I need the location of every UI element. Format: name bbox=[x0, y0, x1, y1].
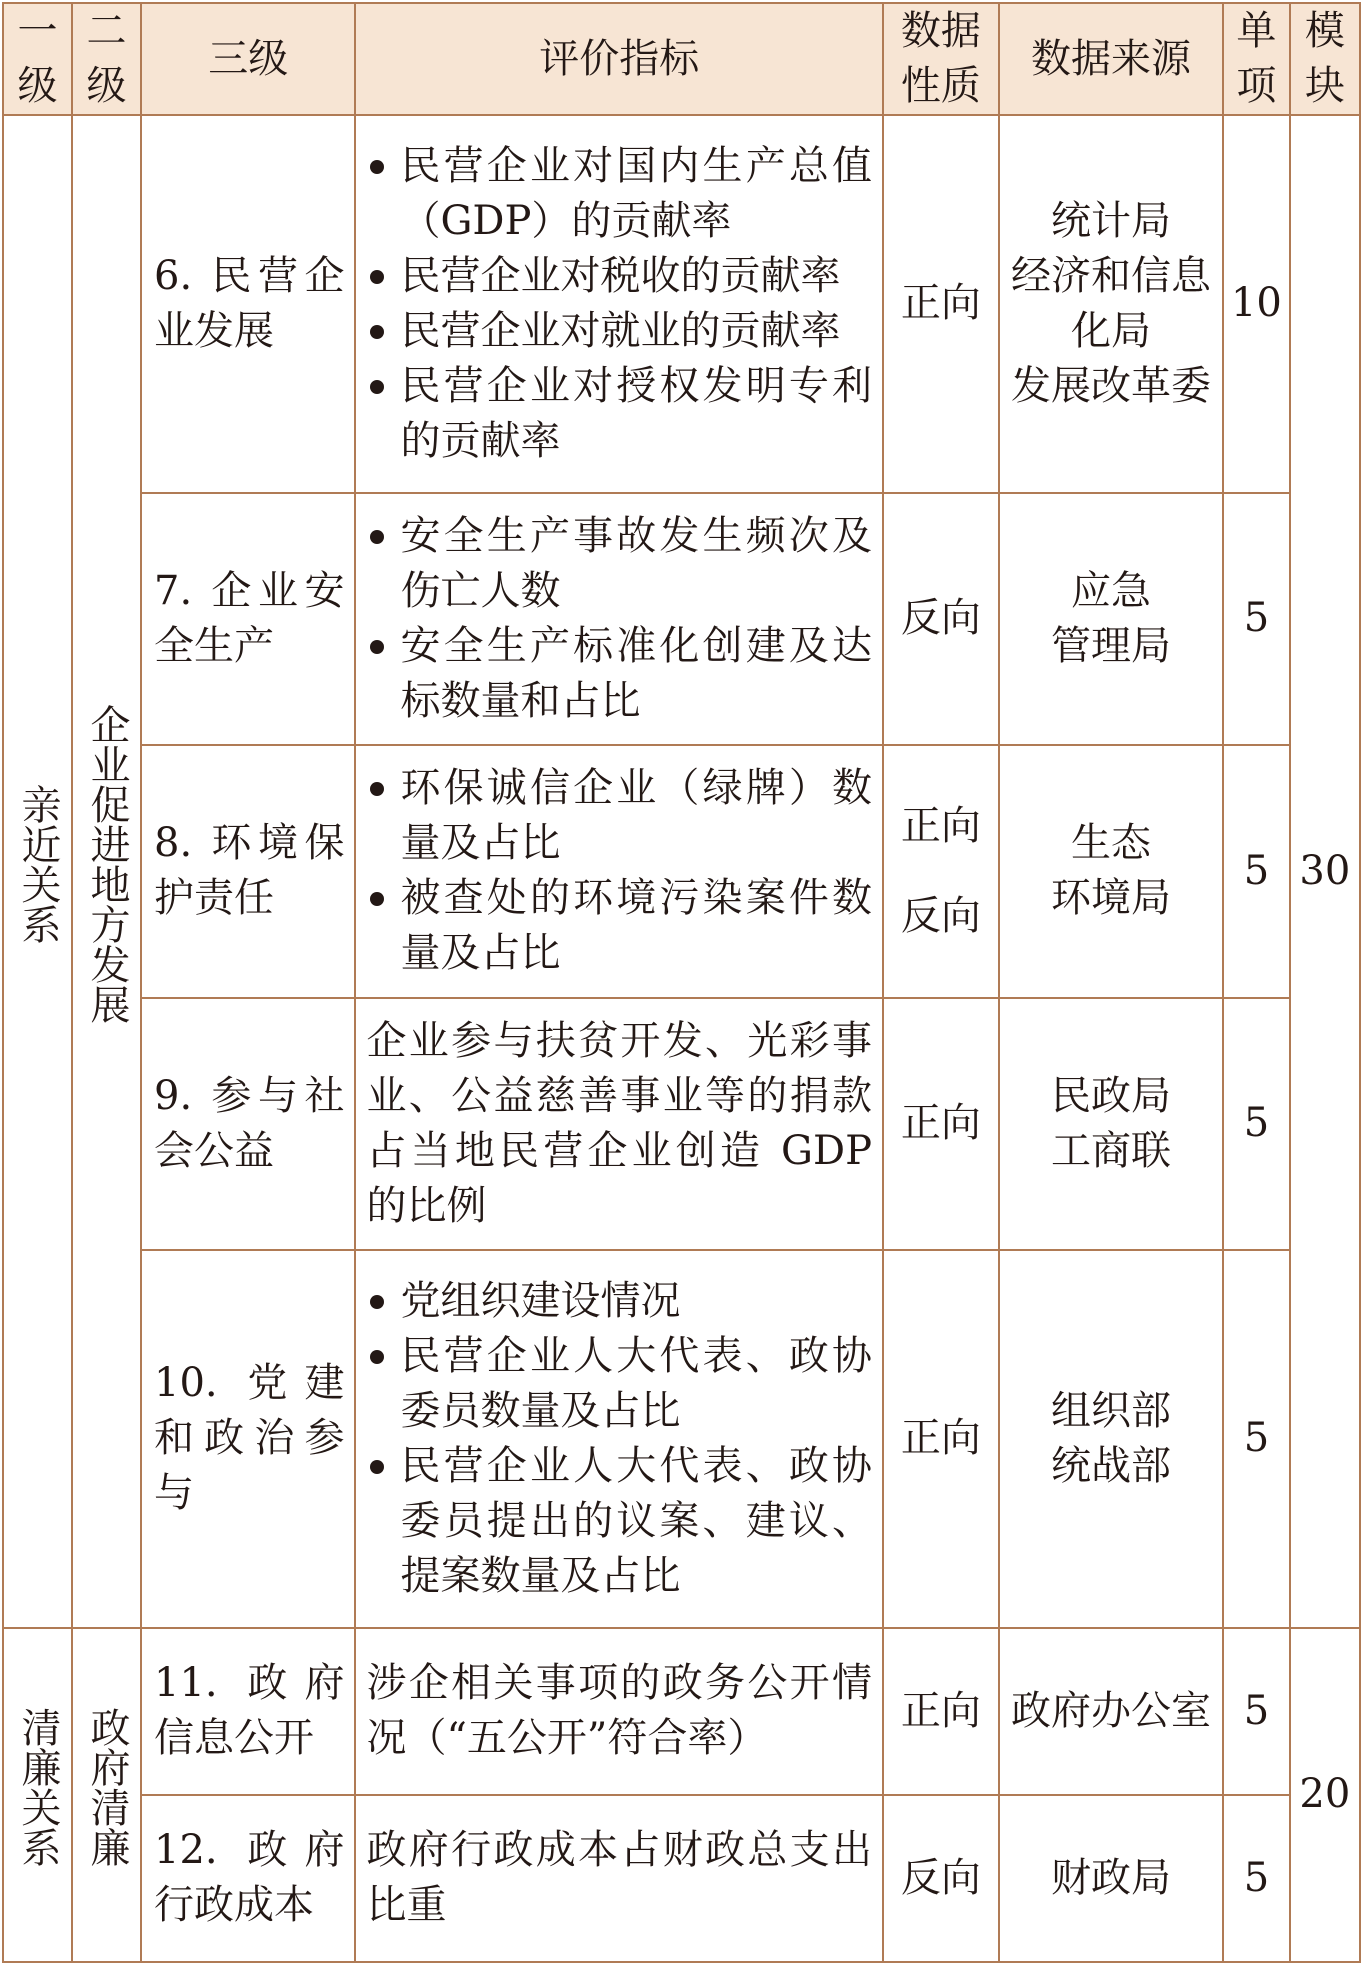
table-row bbox=[3, 1628, 1360, 1795]
table-row bbox=[3, 998, 1360, 1250]
level3-cell: 8. 环境保护责任 bbox=[141, 745, 355, 997]
level3-cell: 9. 参与社会公益 bbox=[141, 998, 355, 1250]
source-cell: 政府办公室 bbox=[999, 1628, 1223, 1795]
header-row bbox=[3, 3, 1360, 115]
table-row bbox=[3, 1250, 1360, 1628]
list-item: 民营企业对国内生产总值（GDP）的贡献率 bbox=[366, 139, 872, 249]
source-cell: 应急 管理局 bbox=[999, 493, 1223, 745]
list-item: 民营企业对授权发明专利的贡献率 bbox=[366, 359, 872, 469]
indicator-cell bbox=[355, 115, 883, 493]
module-score-cell: 20 bbox=[1290, 1628, 1360, 1962]
header-single: 单项 bbox=[1223, 3, 1290, 115]
nature-cell: 正向 bbox=[883, 1628, 999, 1795]
single-score-cell: 10 bbox=[1223, 115, 1290, 493]
single-score-cell: 5 bbox=[1223, 1250, 1290, 1628]
table-row bbox=[3, 745, 1360, 997]
header-indicator: 评价指标 bbox=[355, 3, 883, 115]
single-score-cell: 5 bbox=[1223, 1795, 1290, 1962]
list-item: 党组织建设情况 bbox=[366, 1274, 872, 1329]
evaluation-indicator-table bbox=[2, 2, 1361, 1963]
level3-cell: 11. 政府信息公开 bbox=[141, 1628, 355, 1795]
nature-cell: 正向 bbox=[883, 1250, 999, 1628]
header-nature: 数据性质 bbox=[883, 3, 999, 115]
single-score-cell: 5 bbox=[1223, 745, 1290, 997]
table-row bbox=[3, 493, 1360, 745]
table-row bbox=[3, 115, 1360, 493]
level3-cell: 10. 党建和政治参与 bbox=[141, 1250, 355, 1628]
list-item: 民营企业对税收的贡献率 bbox=[366, 249, 872, 304]
list-item: 环保诚信企业（绿牌）数量及占比 bbox=[366, 761, 872, 871]
nature-cell: 正向 bbox=[883, 998, 999, 1250]
nature-cell: 反向 bbox=[883, 493, 999, 745]
nature-cell: 正向 反向 bbox=[883, 745, 999, 997]
indicator-cell bbox=[355, 745, 883, 997]
nature-cell: 正向 bbox=[883, 115, 999, 493]
source-cell: 财政局 bbox=[999, 1795, 1223, 1962]
table-row bbox=[3, 1795, 1360, 1962]
level2-cell: 政府清廉 bbox=[72, 1628, 141, 1962]
header-source: 数据来源 bbox=[999, 3, 1223, 115]
indicator-cell: 涉企相关事项的政务公开情况（“五公开”符合率） bbox=[355, 1628, 883, 1795]
level3-cell: 7. 企业安全生产 bbox=[141, 493, 355, 745]
single-score-cell: 5 bbox=[1223, 1628, 1290, 1795]
level3-cell: 12. 政府行政成本 bbox=[141, 1795, 355, 1962]
source-cell: 组织部 统战部 bbox=[999, 1250, 1223, 1628]
indicator-cell bbox=[355, 1250, 883, 1628]
source-cell: 生态 环境局 bbox=[999, 745, 1223, 997]
indicator-cell: 企业参与扶贫开发、光彩事业、公益慈善事业等的捐款占当地民营企业创造 GDP 的比例 bbox=[355, 998, 883, 1250]
header-level2: 二级 bbox=[72, 3, 141, 115]
level1-cell: 亲近关系 bbox=[3, 115, 72, 1628]
indicator-cell: 政府行政成本占财政总支出比重 bbox=[355, 1795, 883, 1962]
single-score-cell: 5 bbox=[1223, 493, 1290, 745]
header-module: 模块 bbox=[1290, 3, 1360, 115]
level3-cell: 6. 民营企业发展 bbox=[141, 115, 355, 493]
indicator-cell bbox=[355, 493, 883, 745]
list-item: 民营企业人大代表、政协委员提出的议案、建议、提案数量及占比 bbox=[366, 1439, 872, 1604]
list-item: 民营企业对就业的贡献率 bbox=[366, 304, 872, 359]
module-score-cell: 30 bbox=[1290, 115, 1360, 1628]
header-level1: 一级 bbox=[3, 3, 72, 115]
list-item: 安全生产标准化创建及达标数量和占比 bbox=[366, 619, 872, 729]
nature-cell: 反向 bbox=[883, 1795, 999, 1962]
single-score-cell: 5 bbox=[1223, 998, 1290, 1250]
header-level3: 三级 bbox=[141, 3, 355, 115]
source-cell: 民政局 工商联 bbox=[999, 998, 1223, 1250]
list-item: 民营企业人大代表、政协委员数量及占比 bbox=[366, 1329, 872, 1439]
source-cell: 统计局 经济和信息化局 发展改革委 bbox=[999, 115, 1223, 493]
list-item: 被查处的环境污染案件数量及占比 bbox=[366, 871, 872, 981]
level2-cell: 企业促进地方发展 bbox=[72, 115, 141, 1628]
level1-cell: 清廉关系 bbox=[3, 1628, 72, 1962]
list-item: 安全生产事故发生频次及伤亡人数 bbox=[366, 509, 872, 619]
